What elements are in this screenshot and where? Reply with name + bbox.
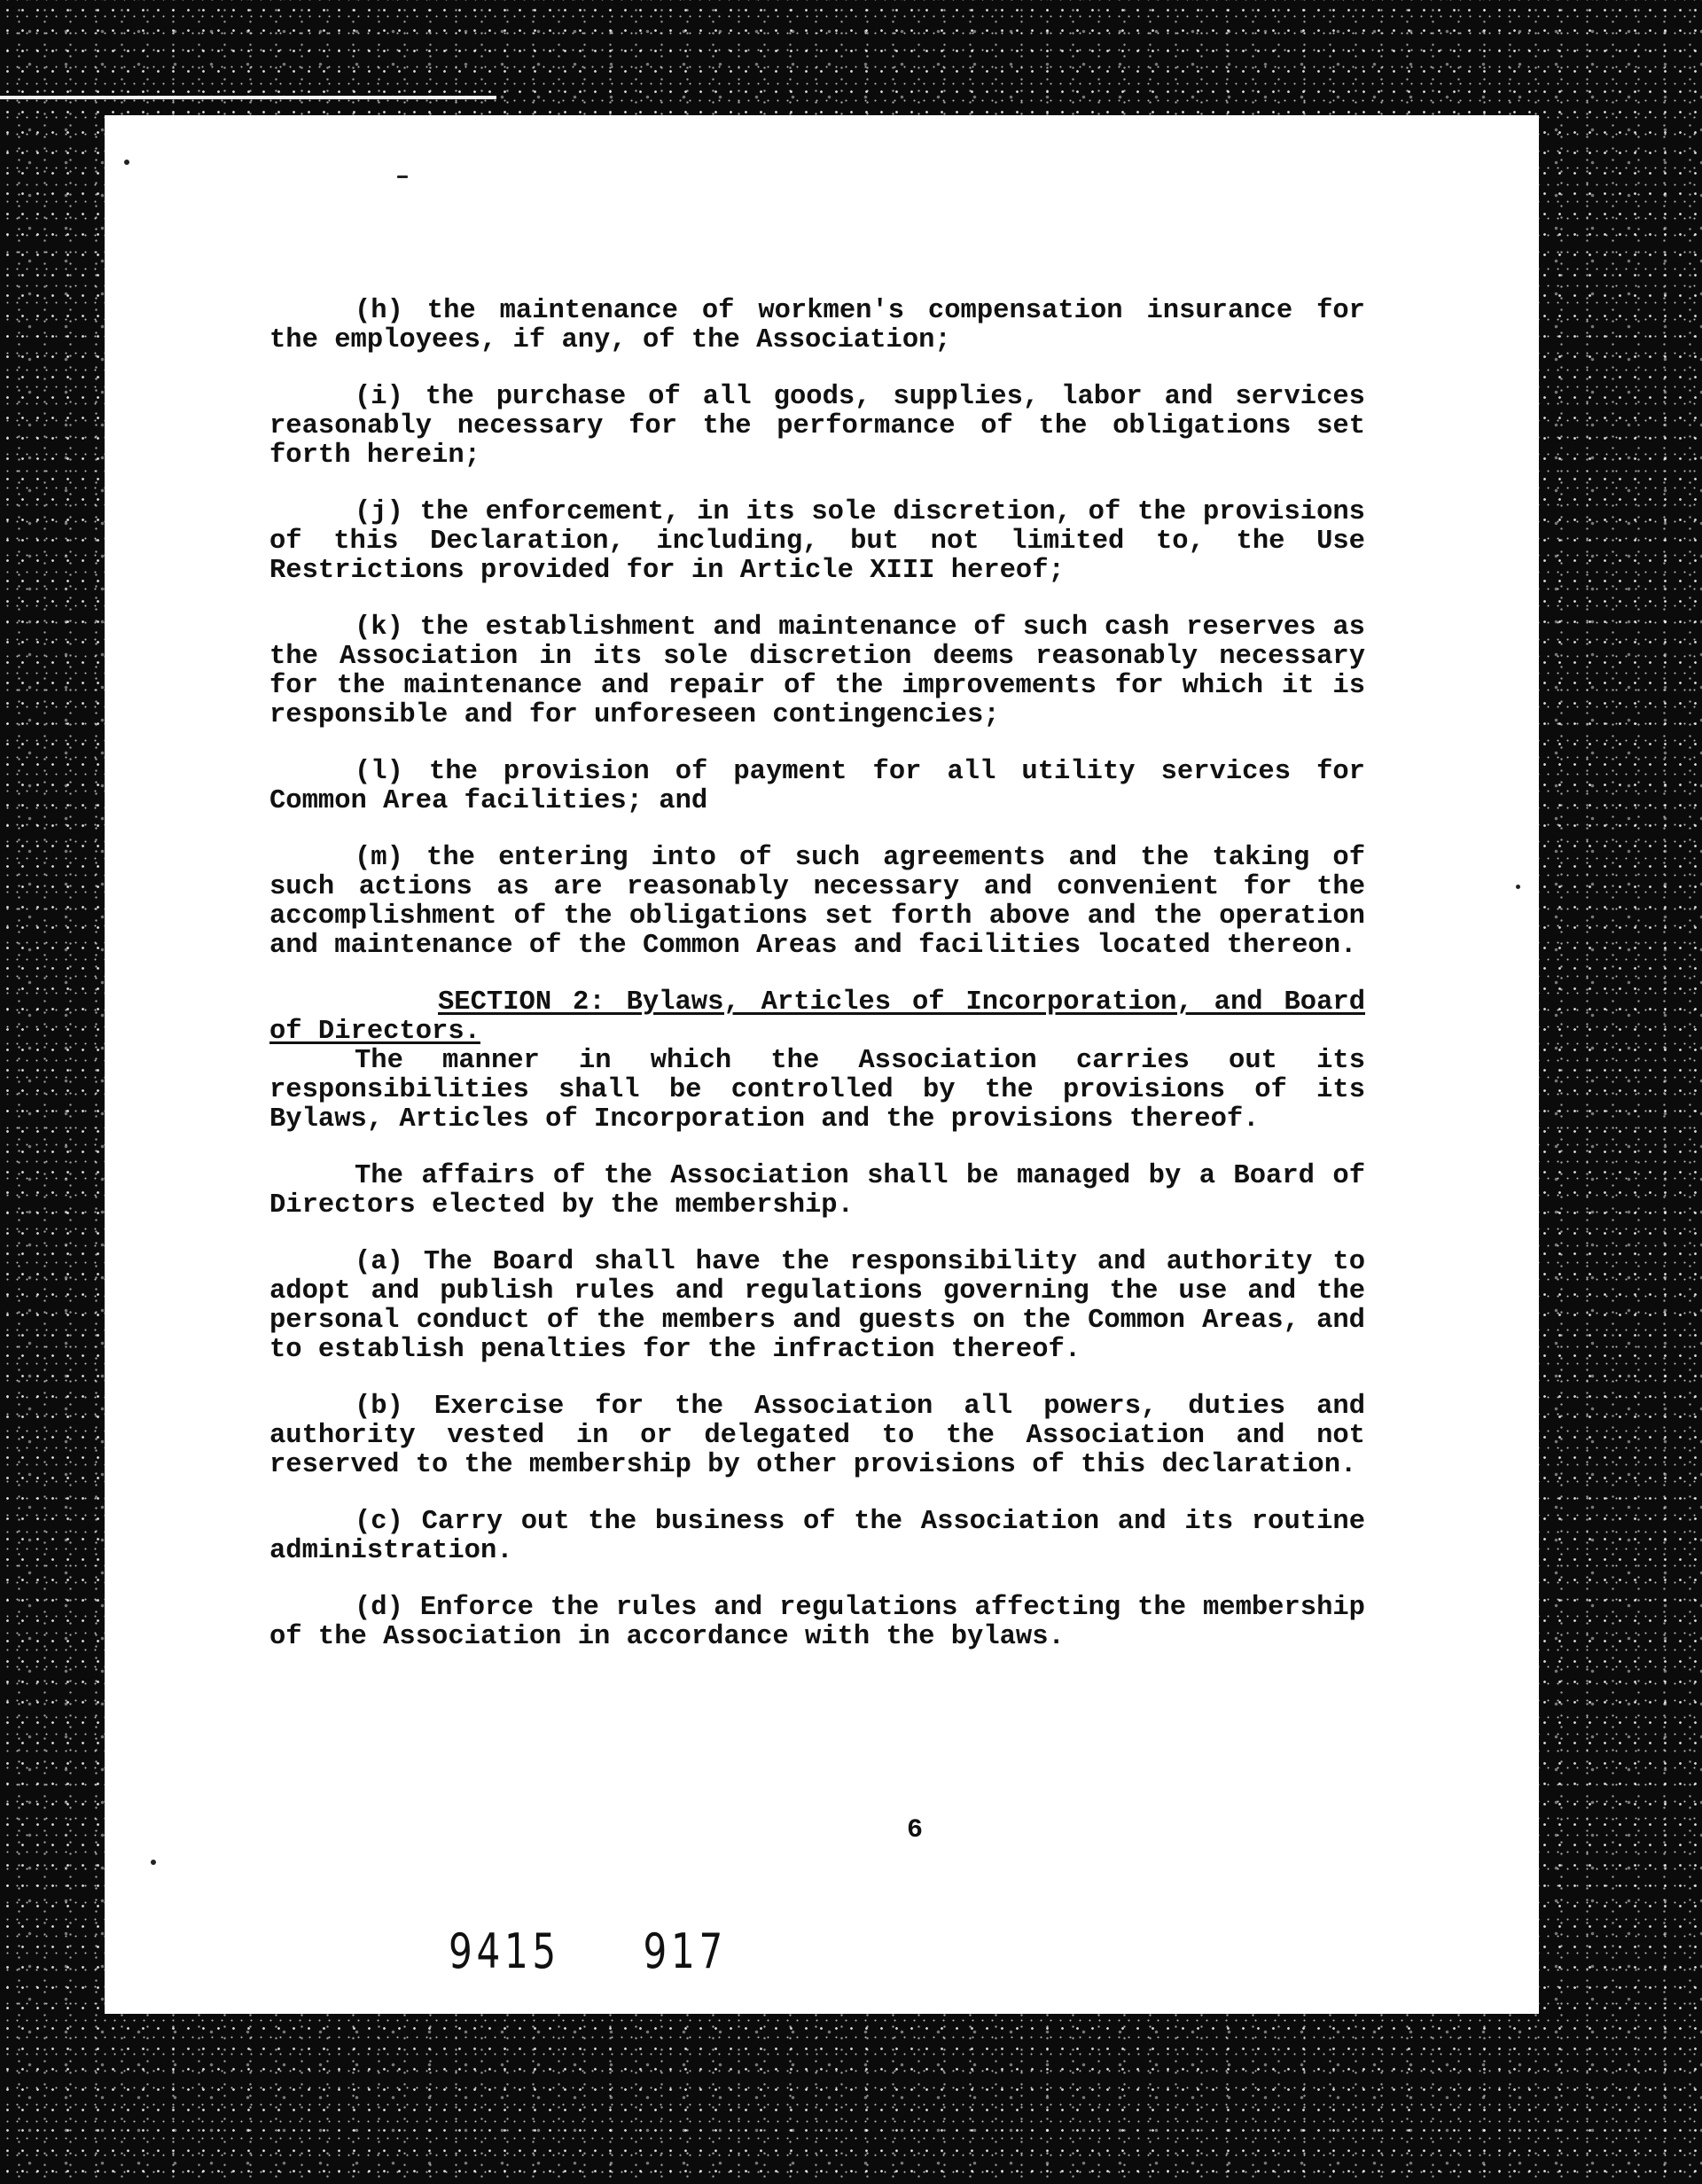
scan-edge-rule <box>0 96 496 99</box>
paragraph-c: (c) Carry out the business of the Association and its routine administration. <box>269 1507 1365 1566</box>
scan-speck <box>397 176 408 178</box>
scan-speck <box>1516 885 1520 889</box>
paragraph-a: (a) The Board shall have the responsibility and authority to adopt and publish rules and regulations governing the use and the personal conduct of the members and guests on the Common Areas, and to establish penalties for the infraction thereof. <box>269 1247 1365 1365</box>
document-page <box>105 115 1539 2014</box>
paragraph-j: (j) the enforcement, in its sole discretion, of the provisions of this Declaration, including, but not limited to, the Use Restrictions provided for in Article XIII hereof; <box>269 497 1365 586</box>
scan-speck <box>124 160 129 165</box>
page-number: 6 <box>906 1815 923 1845</box>
stamp-page-number: 917 <box>643 1923 727 1979</box>
paragraph-b: (b) Exercise for the Association all powers, duties and authority vested in or delegated to the Association and not reserved to the membership by other provisions of this declaration. <box>269 1392 1365 1480</box>
paragraph-m: (m) the entering into of such agreements and the taking of such actions as are reasonably necessary and convenient for the accomplishment of the obligations set forth above and the operation and maintenance of the Common Areas and facilities located thereon. <box>269 843 1365 961</box>
section-body: The manner in which the Association carries out its responsibilities shall be controlled by the provisions of its Bylaws, Articles of Incorporation and the provisions thereof. <box>269 1046 1365 1135</box>
book-page-stamp <box>449 1923 727 1979</box>
document-body <box>269 297 1365 1680</box>
scan-speck <box>151 1860 156 1865</box>
paragraph-l: (l) the provision of payment for all utility services for Common Area facilities; and <box>269 757 1365 816</box>
paragraph-k: (k) the establishment and maintenance of such cash reserves as the Association in its sole discretion deems reasonably necessary for the maintenance and repair of the improvements for which it is responsible and for unforeseen contingencies; <box>269 612 1365 730</box>
section-heading: SECTION 2: Bylaws, Articles of Incorporation, and Board of Directors. <box>269 987 1365 1047</box>
paragraph-board: The affairs of the Association shall be managed by a Board of Directors elected by the membership. <box>269 1161 1365 1221</box>
paragraph-d: (d) Enforce the rules and regulations affecting the membership of the Association in accordance with the bylaws. <box>269 1593 1365 1652</box>
paragraph-h: (h) the maintenance of workmen's compensation insurance for the employees, if any, of the Association; <box>269 296 1365 355</box>
paragraph-i: (i) the purchase of all goods, supplies, labor and services reasonably necessary for the performance of the obligations set forth herein; <box>269 382 1365 471</box>
stamp-book-number: 9415 <box>449 1923 560 1979</box>
